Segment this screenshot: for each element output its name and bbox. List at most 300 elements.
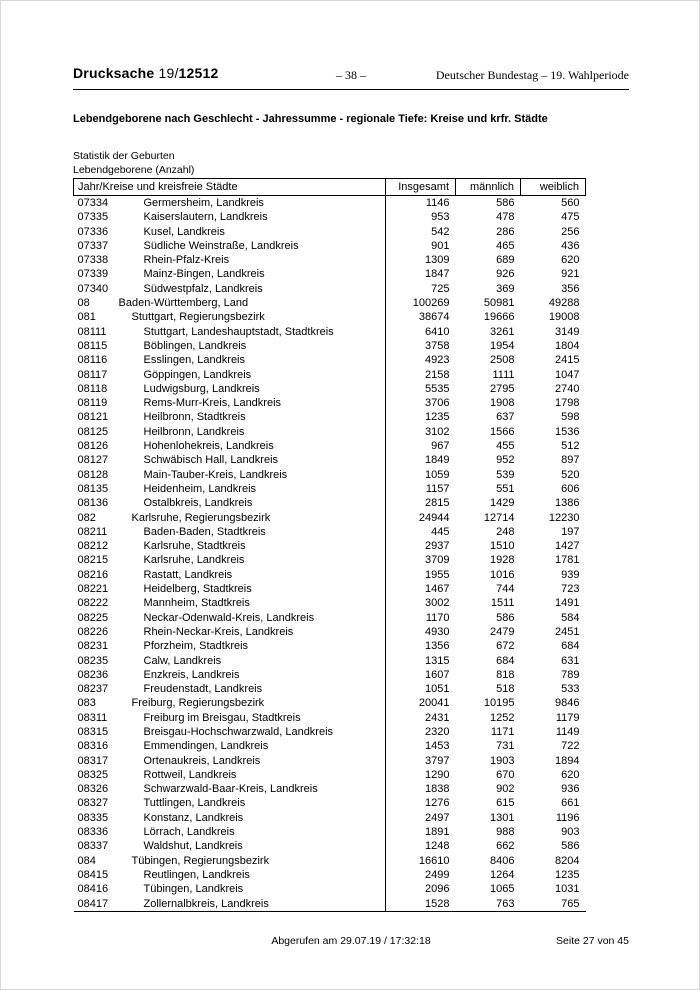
row-total: 4923 bbox=[425, 354, 450, 367]
row-male: 1171 bbox=[490, 725, 515, 738]
row-total: 1157 bbox=[425, 482, 450, 495]
row-total: 1248 bbox=[425, 840, 450, 853]
row-male: 1954 bbox=[490, 339, 515, 352]
row-male: 1908 bbox=[490, 397, 515, 410]
row-total: 3758 bbox=[425, 339, 450, 352]
table-row bbox=[74, 239, 586, 253]
row-female: 584 bbox=[561, 611, 580, 624]
document-title: Lebendgeborene nach Geschlecht - Jahressumme - regionale Tiefe: Kreise und krfr. Städte bbox=[73, 113, 548, 125]
row-region-code: 07340 bbox=[77, 282, 109, 295]
row-female: 684 bbox=[561, 640, 580, 653]
row-region-name: Waldshut, Landkreis bbox=[143, 840, 243, 853]
row-male: 672 bbox=[496, 640, 515, 653]
row-region-code: 08236 bbox=[77, 668, 109, 681]
row-total: 1290 bbox=[425, 768, 450, 781]
table-row bbox=[74, 453, 586, 467]
row-total: 1849 bbox=[425, 454, 450, 467]
row-region-name: Lörrach, Landkreis bbox=[143, 826, 235, 839]
row-total: 1607 bbox=[425, 668, 450, 681]
table-row bbox=[74, 811, 586, 825]
row-region-name: Germersheim, Landkreis bbox=[143, 197, 264, 209]
row-region-code: 08237 bbox=[77, 683, 109, 696]
row-region-name: Heidelberg, Stadtkreis bbox=[143, 583, 252, 596]
row-region-code: 08231 bbox=[77, 640, 109, 653]
row-region-code: 08316 bbox=[77, 740, 109, 753]
row-region-code: 08115 bbox=[77, 339, 108, 352]
row-total: 5535 bbox=[425, 382, 450, 395]
row-region-code: 08226 bbox=[77, 625, 109, 638]
row-male: 248 bbox=[496, 525, 515, 538]
row-male: 369 bbox=[496, 282, 515, 295]
row-total: 2815 bbox=[425, 497, 450, 510]
drucksache-label: Drucksache bbox=[73, 65, 155, 81]
row-region-name: Karlsruhe, Stadtkreis bbox=[143, 540, 246, 553]
row-female: 586 bbox=[561, 840, 580, 853]
row-female: 2451 bbox=[555, 625, 580, 638]
row-female: 2415 bbox=[555, 354, 580, 367]
row-region-code: 08215 bbox=[77, 554, 109, 567]
drucksache-number: 12512 bbox=[178, 65, 219, 81]
row-region-code: 08119 bbox=[77, 397, 108, 410]
table-row bbox=[74, 410, 586, 424]
row-total: 24944 bbox=[418, 511, 450, 524]
row-region-name: Schwäbisch Hall, Landkreis bbox=[143, 454, 279, 467]
table-row bbox=[74, 596, 586, 610]
row-region-name: Konstanz, Landkreis bbox=[143, 811, 244, 824]
table-row bbox=[74, 425, 586, 439]
row-region-code: 083 bbox=[77, 697, 96, 710]
row-male: 731 bbox=[496, 740, 515, 753]
row-total: 2158 bbox=[425, 368, 450, 381]
row-region-code: 08111 bbox=[77, 325, 107, 338]
header-rule bbox=[73, 89, 629, 90]
table-row bbox=[74, 525, 586, 539]
row-total: 1356 bbox=[425, 640, 450, 653]
row-region-name: Zollernalbkreis, Landkreis bbox=[143, 897, 269, 910]
row-total: 967 bbox=[431, 440, 450, 453]
row-female: 1804 bbox=[555, 339, 580, 352]
row-region-code: 081 bbox=[77, 311, 96, 324]
row-female: 3149 bbox=[555, 325, 580, 338]
row-region-name: Freiburg, Regierungsbezirk bbox=[131, 697, 265, 710]
row-region-code: 084 bbox=[77, 854, 96, 867]
row-male: 1510 bbox=[490, 540, 515, 553]
row-total: 1838 bbox=[425, 783, 450, 796]
row-region-code: 08118 bbox=[77, 382, 108, 395]
row-female: 49288 bbox=[548, 297, 580, 310]
row-female: 598 bbox=[561, 411, 580, 424]
row-region-code: 08326 bbox=[77, 783, 109, 796]
row-region-name: Karlsruhe, Regierungsbezirk bbox=[131, 511, 271, 524]
row-region-name: Rastatt, Landkreis bbox=[143, 568, 233, 581]
table-row bbox=[74, 839, 586, 853]
row-total: 1309 bbox=[425, 254, 450, 267]
row-male: 465 bbox=[496, 239, 515, 252]
table-row bbox=[74, 882, 586, 896]
row-female: 1491 bbox=[555, 597, 580, 610]
row-region-code: 08136 bbox=[77, 497, 109, 510]
bundestag-header: Deutscher Bundestag – 19. Wahlperiode bbox=[435, 68, 629, 82]
row-male: 1264 bbox=[490, 868, 515, 881]
row-male: 10195 bbox=[483, 697, 515, 710]
table-row bbox=[74, 825, 586, 839]
row-total: 6410 bbox=[425, 325, 450, 338]
row-region-name: Enzkreis, Landkreis bbox=[143, 668, 240, 681]
table-row bbox=[74, 468, 586, 482]
row-male: 952 bbox=[496, 454, 515, 467]
row-region-code: 08216 bbox=[77, 568, 109, 581]
table-row bbox=[74, 539, 586, 553]
row-region-name: Stuttgart, Landeshauptstadt, Stadtkreis bbox=[143, 325, 334, 338]
table-row bbox=[74, 368, 586, 382]
row-total: 2497 bbox=[425, 811, 450, 824]
table-row bbox=[74, 382, 586, 396]
row-total: 2431 bbox=[425, 711, 450, 724]
row-region-name: Tübingen, Landkreis bbox=[143, 883, 244, 896]
row-male: 1111 bbox=[492, 368, 515, 381]
table-row bbox=[74, 668, 586, 682]
statistic-name: Statistik der Geburten bbox=[73, 150, 175, 162]
table-row bbox=[74, 210, 586, 224]
row-male: 478 bbox=[496, 211, 515, 224]
row-male: 539 bbox=[496, 468, 515, 481]
row-female: 256 bbox=[561, 225, 580, 238]
row-female: 2740 bbox=[555, 382, 580, 395]
row-total: 1315 bbox=[425, 654, 450, 667]
row-region-code: 07335 bbox=[77, 211, 109, 224]
row-region-code: 08135 bbox=[77, 482, 109, 495]
row-female: 1781 bbox=[555, 554, 580, 567]
row-female: 936 bbox=[561, 783, 580, 796]
row-female: 436 bbox=[561, 239, 580, 252]
row-total: 1059 bbox=[425, 468, 450, 481]
row-female: 897 bbox=[561, 454, 580, 467]
row-total: 725 bbox=[431, 282, 450, 295]
table-row bbox=[74, 625, 586, 639]
table-row bbox=[74, 696, 586, 710]
col-header-total: Insgesamt bbox=[386, 179, 456, 196]
row-region-name: Ludwigsburg, Landkreis bbox=[143, 382, 260, 395]
row-region-code: 07336 bbox=[77, 225, 109, 238]
row-region-name: Kusel, Landkreis bbox=[143, 225, 225, 238]
table-row bbox=[74, 439, 586, 453]
row-region-name: Tuttlingen, Landkreis bbox=[143, 797, 246, 810]
table-row bbox=[74, 639, 586, 653]
row-female: 1427 bbox=[555, 540, 580, 553]
retrieval-timestamp: Abgerufen am 29.07.19 / 17:32:18 bbox=[271, 935, 431, 947]
col-header-female: weiblich bbox=[521, 179, 586, 196]
row-region-code: 08117 bbox=[77, 368, 108, 381]
row-female: 12230 bbox=[548, 511, 580, 524]
row-male: 988 bbox=[496, 826, 515, 839]
row-region-name: Ostalbkreis, Landkreis bbox=[143, 497, 253, 510]
births-table bbox=[73, 178, 586, 912]
row-female: 19008 bbox=[548, 311, 580, 324]
row-female: 1031 bbox=[555, 883, 580, 896]
row-male: 1065 bbox=[490, 883, 515, 896]
row-total: 1453 bbox=[425, 740, 450, 753]
row-total: 2320 bbox=[425, 725, 450, 738]
row-region-code: 08212 bbox=[77, 540, 109, 553]
row-male: 518 bbox=[496, 683, 515, 696]
page-count: Seite 27 von 45 bbox=[556, 935, 629, 947]
row-total: 4930 bbox=[425, 625, 450, 638]
row-region-name: Rems-Murr-Kreis, Landkreis bbox=[143, 397, 282, 410]
row-male: 818 bbox=[496, 668, 515, 681]
table-row bbox=[74, 568, 586, 582]
row-region-code: 08315 bbox=[77, 725, 109, 738]
row-total: 953 bbox=[431, 211, 450, 224]
row-region-code: 08126 bbox=[77, 440, 109, 453]
row-region-name: Karlsruhe, Landkreis bbox=[143, 554, 245, 567]
row-female: 1386 bbox=[555, 497, 580, 510]
table-row bbox=[74, 396, 586, 410]
row-female: 903 bbox=[561, 826, 580, 839]
row-female: 475 bbox=[561, 211, 580, 224]
row-total: 542 bbox=[431, 225, 450, 238]
table-row bbox=[74, 725, 586, 739]
row-region-name: Schwarzwald-Baar-Kreis, Landkreis bbox=[143, 783, 318, 796]
table-row bbox=[74, 754, 586, 768]
row-region-name: Südwestpfalz, Landkreis bbox=[143, 282, 263, 295]
row-total: 1276 bbox=[425, 797, 450, 810]
row-region-name: Neckar-Odenwald-Kreis, Landkreis bbox=[143, 611, 315, 624]
row-region-name: Reutlingen, Landkreis bbox=[143, 868, 250, 881]
table-row bbox=[74, 310, 586, 324]
table-row bbox=[74, 225, 586, 239]
page-number-header: – 38 – bbox=[336, 68, 366, 82]
row-total: 3797 bbox=[425, 754, 450, 767]
row-region-name: Breisgau-Hochschwarzwald, Landkreis bbox=[143, 725, 334, 738]
row-region-code: 08335 bbox=[77, 811, 109, 824]
row-female: 560 bbox=[561, 197, 580, 209]
table-row bbox=[74, 782, 586, 796]
row-region-code: 08116 bbox=[77, 354, 108, 367]
row-female: 606 bbox=[561, 482, 580, 495]
row-male: 689 bbox=[496, 254, 515, 267]
row-region-code: 08416 bbox=[77, 883, 109, 896]
row-total: 445 bbox=[431, 525, 450, 538]
row-total: 20041 bbox=[418, 697, 450, 710]
row-region-name: Rottweil, Landkreis bbox=[143, 768, 237, 781]
row-female: 1149 bbox=[555, 725, 580, 738]
row-region-name: Esslingen, Landkreis bbox=[143, 354, 246, 367]
row-total: 3002 bbox=[425, 597, 450, 610]
row-total: 2937 bbox=[425, 540, 450, 553]
row-female: 631 bbox=[561, 654, 580, 667]
row-female: 723 bbox=[561, 583, 580, 596]
row-total: 100269 bbox=[412, 297, 450, 310]
row-female: 939 bbox=[561, 568, 580, 581]
row-total: 901 bbox=[431, 239, 450, 252]
row-region-name: Freudenstadt, Landkreis bbox=[143, 683, 263, 696]
row-male: 615 bbox=[496, 797, 515, 810]
row-region-code: 08 bbox=[77, 297, 90, 310]
table-row bbox=[74, 796, 586, 810]
table-header-row bbox=[74, 179, 586, 196]
row-female: 722 bbox=[561, 740, 580, 753]
row-male: 19666 bbox=[483, 311, 515, 324]
row-region-code: 08317 bbox=[77, 754, 109, 767]
table-row bbox=[74, 339, 586, 353]
row-total: 3102 bbox=[425, 425, 450, 438]
table-row bbox=[74, 654, 586, 668]
row-total: 1467 bbox=[425, 583, 450, 596]
row-region-code: 07337 bbox=[77, 239, 109, 252]
col-header-region: Jahr/Kreise und kreisfreie Städte bbox=[74, 179, 386, 196]
col-header-male: männlich bbox=[456, 179, 521, 196]
row-region-name: Calw, Landkreis bbox=[143, 654, 222, 667]
table-row bbox=[74, 553, 586, 567]
table-row bbox=[74, 253, 586, 267]
row-male: 1928 bbox=[490, 554, 515, 567]
table-row bbox=[74, 353, 586, 367]
row-region-code: 08125 bbox=[77, 425, 109, 438]
table-row bbox=[74, 496, 586, 510]
row-region-name: Kaiserslautern, Landkreis bbox=[143, 211, 268, 224]
table-row bbox=[74, 768, 586, 782]
row-region-name: Böblingen, Landkreis bbox=[143, 339, 247, 352]
table-body bbox=[74, 196, 586, 912]
row-male: 1903 bbox=[490, 754, 515, 767]
row-region-code: 08325 bbox=[77, 768, 109, 781]
row-female: 512 bbox=[561, 440, 580, 453]
table-row bbox=[74, 739, 586, 753]
row-region-code: 08127 bbox=[77, 454, 109, 467]
row-total: 1235 bbox=[425, 411, 450, 424]
row-region-name: Tübingen, Regierungsbezirk bbox=[131, 854, 270, 867]
row-region-name: Main-Tauber-Kreis, Landkreis bbox=[143, 468, 288, 481]
row-region-code: 07338 bbox=[77, 254, 109, 267]
row-female: 1798 bbox=[555, 397, 580, 410]
row-male: 586 bbox=[496, 197, 515, 209]
row-female: 765 bbox=[521, 897, 586, 912]
row-region-name: Baden-Württemberg, Land bbox=[118, 297, 249, 310]
row-region-code: 07334 bbox=[77, 197, 109, 209]
row-female: 356 bbox=[561, 282, 580, 295]
row-male: 684 bbox=[496, 654, 515, 667]
row-region-name: Emmendingen, Landkreis bbox=[143, 740, 269, 753]
row-female: 1047 bbox=[555, 368, 580, 381]
row-male: 1511 bbox=[490, 597, 515, 610]
row-region-code: 08336 bbox=[77, 826, 109, 839]
table-row bbox=[74, 296, 586, 310]
table-row bbox=[74, 854, 586, 868]
row-region-name: Baden-Baden, Stadtkreis bbox=[143, 525, 266, 538]
row-male: 1252 bbox=[490, 711, 515, 724]
row-region-code: 082 bbox=[77, 511, 96, 524]
row-region-code: 08121 bbox=[77, 411, 109, 424]
row-male: 2795 bbox=[490, 382, 515, 395]
row-total: 2096 bbox=[425, 883, 450, 896]
row-male: 8406 bbox=[490, 854, 515, 867]
row-region-name: Heilbronn, Stadtkreis bbox=[143, 411, 246, 424]
row-region-code: 08417 bbox=[77, 897, 109, 910]
row-region-code: 08327 bbox=[77, 797, 109, 810]
row-male: 455 bbox=[496, 440, 515, 453]
row-male: 2508 bbox=[490, 354, 515, 367]
row-total: 1847 bbox=[425, 268, 450, 281]
row-male: 1016 bbox=[490, 568, 515, 581]
row-region-code: 08211 bbox=[77, 525, 108, 538]
row-region-name: Südliche Weinstraße, Landkreis bbox=[143, 239, 299, 252]
row-region-name: Mannheim, Stadtkreis bbox=[143, 597, 250, 610]
row-male: 926 bbox=[496, 268, 515, 281]
measure-name: Lebendgeborene (Anzahl) bbox=[73, 164, 195, 176]
row-total: 1528 bbox=[386, 897, 456, 912]
row-region-name: Freiburg im Breisgau, Stadtkreis bbox=[143, 711, 301, 724]
row-total: 3706 bbox=[425, 397, 450, 410]
row-total: 2499 bbox=[425, 868, 450, 881]
row-region-code: 08222 bbox=[77, 597, 109, 610]
row-female: 661 bbox=[561, 797, 580, 810]
row-region-code: 07339 bbox=[77, 268, 109, 281]
row-region-name: Rhein-Neckar-Kreis, Landkreis bbox=[143, 625, 294, 638]
row-male: 551 bbox=[496, 482, 515, 495]
row-male: 50981 bbox=[483, 297, 515, 310]
row-female: 789 bbox=[561, 668, 580, 681]
row-region-code: 08235 bbox=[77, 654, 109, 667]
table-row bbox=[74, 325, 586, 339]
row-female: 1536 bbox=[555, 425, 580, 438]
row-male: 12714 bbox=[483, 511, 515, 524]
table-row bbox=[74, 482, 586, 496]
row-region-name: Rhein-Pfalz-Kreis bbox=[143, 254, 230, 267]
table-row bbox=[74, 868, 586, 882]
row-region-code: 08337 bbox=[77, 840, 109, 853]
row-female: 1179 bbox=[555, 711, 580, 724]
row-total: 16610 bbox=[418, 854, 450, 867]
table-row bbox=[74, 897, 586, 912]
row-region-name: Ortenaukreis, Landkreis bbox=[143, 754, 261, 767]
row-male: 286 bbox=[496, 225, 515, 238]
table-row bbox=[74, 282, 586, 296]
row-total: 1051 bbox=[425, 683, 450, 696]
row-region-name: Mainz-Bingen, Landkreis bbox=[143, 268, 265, 281]
row-female: 921 bbox=[561, 268, 580, 281]
row-female: 1235 bbox=[555, 868, 580, 881]
row-region-name: Heilbronn, Landkreis bbox=[143, 425, 245, 438]
row-region-name: Heidenheim, Landkreis bbox=[143, 482, 257, 495]
row-region-code: 08311 bbox=[77, 711, 108, 724]
row-total: 1891 bbox=[425, 826, 450, 839]
births-table-container bbox=[73, 178, 586, 912]
row-female: 197 bbox=[561, 525, 580, 538]
row-male: 1566 bbox=[490, 425, 515, 438]
row-male: 1301 bbox=[490, 811, 515, 824]
row-male: 2479 bbox=[490, 625, 515, 638]
row-total: 1146 bbox=[425, 197, 450, 209]
row-female: 1894 bbox=[555, 754, 580, 767]
table-row bbox=[74, 582, 586, 596]
row-region-code: 08221 bbox=[77, 583, 109, 596]
row-female: 620 bbox=[561, 254, 580, 267]
row-male: 662 bbox=[496, 840, 515, 853]
row-region-code: 08128 bbox=[77, 468, 109, 481]
table-row bbox=[74, 511, 586, 525]
row-male: 744 bbox=[496, 583, 515, 596]
drucksache-number-prefix: 19/ bbox=[158, 65, 179, 81]
table-row bbox=[74, 267, 586, 281]
row-female: 1196 bbox=[555, 811, 580, 824]
row-male: 586 bbox=[496, 611, 515, 624]
row-region-name: Göppingen, Landkreis bbox=[143, 368, 252, 381]
row-region-name: Stuttgart, Regierungsbezirk bbox=[131, 311, 265, 324]
row-female: 8204 bbox=[555, 854, 580, 867]
row-male: 670 bbox=[496, 768, 515, 781]
table-row bbox=[74, 611, 586, 625]
row-total: 38674 bbox=[418, 311, 450, 324]
